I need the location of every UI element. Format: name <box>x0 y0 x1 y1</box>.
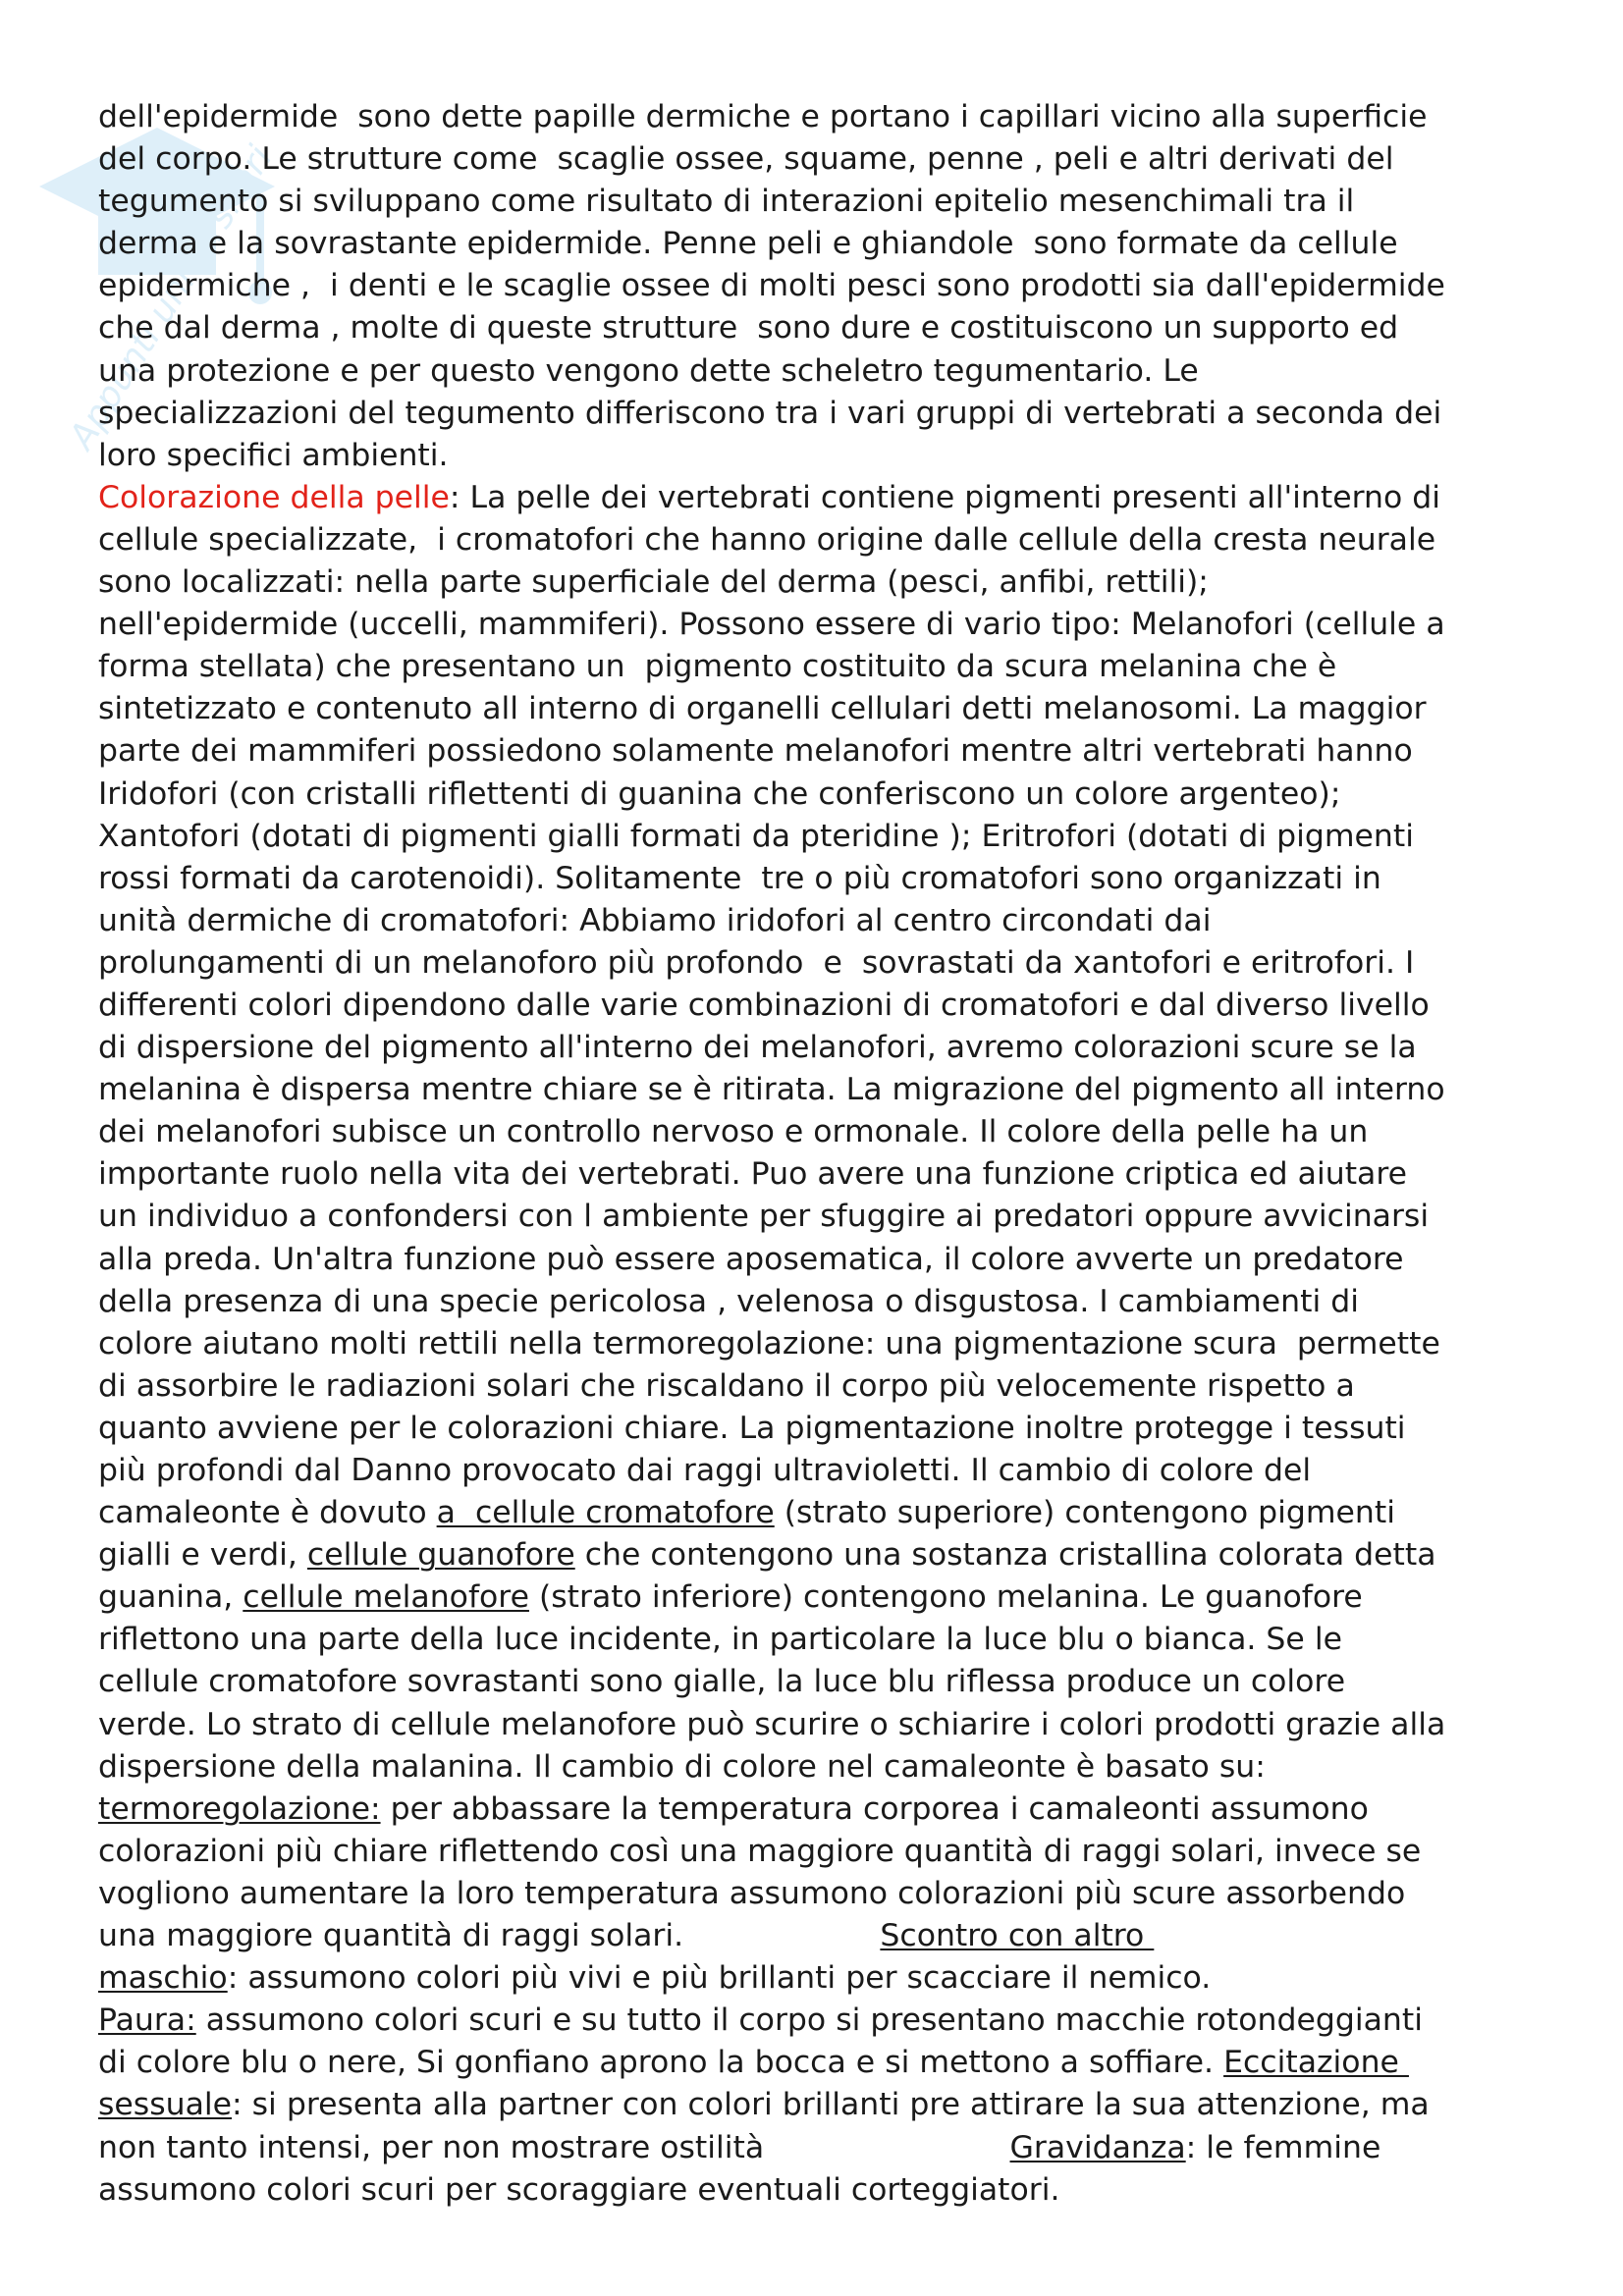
text-line <box>98 519 1551 561</box>
text-line <box>98 1323 1551 1365</box>
text-line <box>98 350 1551 393</box>
text-run: verde. Lo strato di cellule melanofore può scurire o schiarire i colori prodotti grazie alla <box>98 1706 1446 1742</box>
text-run: derma e la sovrastante epidermide. Penne peli e ghiandole sono formate da cellule <box>98 226 1398 262</box>
text-line <box>98 477 1551 519</box>
text-run: forma stellata) che presentano un pigmento costituito da scura melanina che è <box>98 649 1337 685</box>
text-run: per abbassare la temperatura corporea i camaleonti assumono <box>380 1790 1369 1827</box>
text-run: melanina è dispersa mentre chiare se è ritirata. La migrazione del pigmento all interno <box>98 1072 1445 1108</box>
text-line <box>98 1831 1551 1873</box>
text-run: : le femmine <box>1185 2129 1381 2165</box>
text-line <box>98 1915 1551 1957</box>
text-run: parte dei mammiferi possiedono solamente melanofori mentre altri vertebrati hanno <box>98 733 1413 770</box>
text-line <box>98 561 1551 604</box>
text-run: una protezione e per questo vengono dette scheletro tegumentario. Le <box>98 352 1199 389</box>
text-line <box>98 1069 1551 1111</box>
text-run: Xantofori (dotati di pigmenti gialli formati da pteridine ); Eritrofori (dotati di pigmenti <box>98 818 1414 854</box>
text-line <box>98 1450 1551 1492</box>
text-line <box>98 1619 1551 1661</box>
text-line <box>98 2042 1551 2084</box>
text-line <box>98 1153 1551 1196</box>
text-line <box>98 393 1551 435</box>
text-line <box>98 265 1551 307</box>
text-run: epidermiche , i denti e le scaglie ossee di molti pesci sono prodotti sia dall'epidermide <box>98 268 1445 304</box>
text-run: di dispersione del pigmento all'interno dei melanofori, avremo colorazioni scure se la <box>98 1030 1417 1066</box>
text-run: assumono colori scuri e su tutto il corpo si presentano macchie rotondeggianti <box>195 2002 1423 2039</box>
text-run: riflettono una parte della luce incidente, in particolare la luce blu o bianca. Se le <box>98 1622 1342 1658</box>
text-run: colorazioni più chiare riflettendo così una maggiore quantità di raggi solari, invece se <box>98 1833 1422 1869</box>
text-run: dell'epidermide sono dette papille dermiche e portano i capillari vicino alla superficie <box>98 99 1428 134</box>
text-line <box>98 2084 1551 2126</box>
text-line <box>98 2000 1551 2042</box>
text-run: di assorbire le radiazioni solari che riscaldano il corpo più velocemente rispetto a <box>98 1367 1355 1404</box>
text-run: alla preda. Un'altra funzione può essere aposematica, il colore avverte un predatore <box>98 1241 1404 1277</box>
text-run: della presenza di una specie pericolosa , velenosa o disgustosa. I cambiamenti di <box>98 1283 1359 1319</box>
text-line <box>98 900 1551 942</box>
text-run: sono localizzati: nella parte superficiale del derma (pesci, anfibi, rettili); <box>98 564 1209 601</box>
text-run: prolungamenti di un melanoforo più profondo e sovrastati da xantofori e eritrofori. I <box>98 944 1415 981</box>
text-run: (strato inferiore) contengono melanina. Le guanofore <box>528 1579 1363 1616</box>
text-line <box>98 1704 1551 1746</box>
text-run: più profondi dal Danno provocato dai raggi ultravioletti. Il cambio di colore del <box>98 1453 1312 1488</box>
underlined-term: sessuale <box>98 2087 233 2123</box>
text-line <box>98 1534 1551 1576</box>
text-run: del corpo. Le strutture come scaglie ossee, squame, penne , peli e altri derivati del <box>98 141 1394 178</box>
text-line <box>98 1239 1551 1281</box>
underlined-term: Scontro con altro <box>880 1918 1155 1954</box>
text-run: sintetizzato e contenuto all interno di organelli cellulari detti melanosomi. La maggior <box>98 691 1427 727</box>
text-run: unità dermiche di cromatofori: Abbiamo iridofori al centro circondati dai <box>98 902 1212 938</box>
body-text <box>98 96 1551 2212</box>
text-line <box>98 223 1551 265</box>
text-run: un individuo a confondersi con l ambiente per sfuggire ai predatori oppure avvicinarsi <box>98 1199 1430 1235</box>
text-line <box>98 1957 1551 2000</box>
underlined-term: cellule melanofore <box>243 1579 529 1616</box>
text-line <box>98 435 1551 477</box>
text-run: guanina, <box>98 1579 243 1616</box>
text-line <box>98 1281 1551 1323</box>
text-line <box>98 688 1551 730</box>
text-line <box>98 1789 1551 1831</box>
underlined-term: Paura: <box>98 2002 196 2039</box>
text-run: cellule specializzate, i cromatofori che hanno origine dalle cellule della cresta neurale <box>98 521 1436 558</box>
text-run: vogliono aumentare la loro temperatura assumono colorazioni più scure assorbendo <box>98 1875 1406 1911</box>
text-line <box>98 2127 1551 2169</box>
underlined-term: Eccitazione <box>1223 2045 1409 2081</box>
text-line <box>98 858 1551 900</box>
text-run: cellule cromatofore sovrastanti sono gialle, la luce blu riflessa produce un colore <box>98 1664 1346 1700</box>
text-line <box>98 604 1551 646</box>
text-line <box>98 1365 1551 1408</box>
text-run: : assumono colori più vivi e più brillanti per scacciare il nemico. <box>227 1960 1212 1997</box>
text-line <box>98 1492 1551 1534</box>
text-run: quanto avviene per le colorazioni chiare. La pigmentazione inoltre protegge i tessuti <box>98 1410 1406 1446</box>
text-line <box>98 1661 1551 1703</box>
text-run: di colore blu o nere, Si gonfiano aprono la bocca e si mettono a soffiare. <box>98 2045 1224 2081</box>
text-run: loro specifici ambienti. <box>98 437 449 473</box>
text-line <box>98 307 1551 349</box>
text-run: non tanto intensi, per non mostrare ostilità <box>98 2129 1010 2165</box>
text-line <box>98 985 1551 1027</box>
text-line <box>98 1873 1551 1915</box>
text-run: differenti colori dipendono dalle varie combinazioni di cromatofori e dal diverso livello <box>98 987 1430 1023</box>
text-line <box>98 730 1551 773</box>
text-run: Iridofori (con cristalli riflettenti di guanina che conferiscono un colore argenteo); <box>98 775 1341 812</box>
text-run: dei melanofori subisce un controllo nervoso e ormonale. Il colore della pelle ha un <box>98 1114 1369 1150</box>
text-run: che dal derma , molte di queste strutture sono dure e costituiscono un supporto ed <box>98 310 1399 347</box>
text-line <box>98 1027 1551 1069</box>
text-run: che contengono una sostanza cristallina colorata detta <box>574 1537 1436 1574</box>
text-line <box>98 774 1551 816</box>
text-run: : La pelle dei vertebrati contiene pigmenti presenti all'interno di <box>449 479 1440 515</box>
text-line <box>98 96 1551 138</box>
text-run: gialli e verdi, <box>98 1537 307 1574</box>
text-run: una maggiore quantità di raggi solari. <box>98 1918 881 1954</box>
underlined-term: a cellule cromatofore <box>436 1495 775 1531</box>
text-run: dispersione della malanina. Il cambio di colore nel camaleonte è basato su: <box>98 1748 1266 1785</box>
text-run: : si presenta alla partner con colori brillanti pre attirare la sua attenzione, ma <box>232 2087 1430 2123</box>
text-line <box>98 181 1551 223</box>
section-heading: Colorazione della pelle <box>98 479 450 515</box>
text-line <box>98 1576 1551 1619</box>
text-line <box>98 138 1551 181</box>
text-run: assumono colori scuri per scoraggiare eventuali corteggiatori. <box>98 2171 1060 2208</box>
watermark-text: Appunti universitari <box>61 138 281 456</box>
text-line <box>98 816 1551 858</box>
text-run: nell'epidermide (uccelli, mammiferi). Possono essere di vario tipo: Melanofori (cellule a <box>98 607 1445 643</box>
underlined-term: Gravidanza <box>1009 2129 1186 2165</box>
text-line <box>98 1196 1551 1238</box>
text-run: (strato superiore) contengono pigmenti <box>774 1495 1395 1531</box>
text-line <box>98 2169 1551 2212</box>
text-line <box>98 1746 1551 1789</box>
underlined-term: cellule guanofore <box>306 1537 575 1574</box>
text-line <box>98 1111 1551 1153</box>
text-run: importante ruolo nella vita dei vertebrati. Puo avere una funzione criptica ed aiutare <box>98 1156 1407 1193</box>
text-run: rossi formati da carotenoidi). Solitamente tre o più cromatofori sono organizzati in <box>98 860 1381 896</box>
text-run: colore aiutano molti rettili nella termoregolazione: una pigmentazione scura permette <box>98 1325 1440 1362</box>
text-run: specializzazioni del tegumento differiscono tra i vari gruppi di vertebrati a seconda dei <box>98 395 1442 431</box>
text-line <box>98 646 1551 688</box>
underlined-term: termoregolazione: <box>98 1790 381 1827</box>
text-line <box>98 1408 1551 1450</box>
underlined-term: maschio <box>98 1960 228 1997</box>
text-run: camaleonte è dovuto <box>98 1495 437 1531</box>
text-run: tegumento si sviluppano come risultato di interazioni epitelio mesenchimali tra il <box>98 184 1355 220</box>
text-line <box>98 942 1551 985</box>
